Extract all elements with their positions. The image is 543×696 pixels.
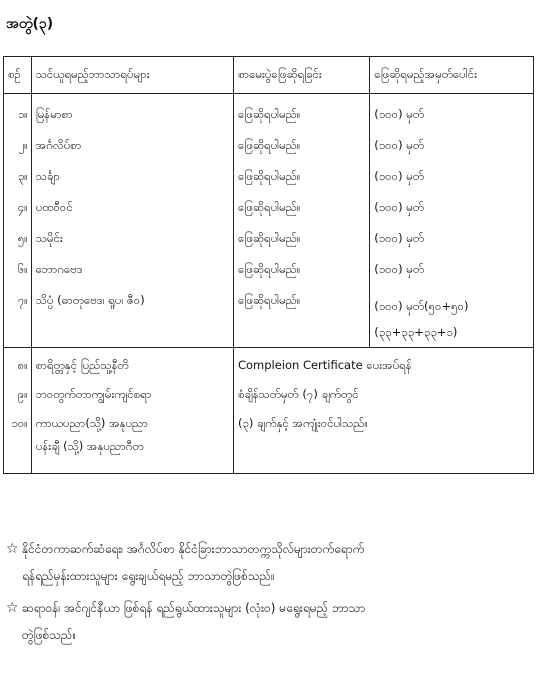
row-subject: စာရိတ္တနှင့် ပြည်သူ့နီတိ — [31, 348, 233, 382]
row-number: ၁။ — [4, 94, 32, 132]
header-marks: ဖြေဆိုရမည့်အမှတ်ပေါင်း — [370, 57, 534, 94]
header-exam: စာမေးပွဲဖြေဆိုရခြင်း — [233, 57, 369, 94]
note-line — [6, 595, 531, 622]
table-row — [4, 193, 534, 224]
certificate-note: Compleion Certificate ပေးအပ်ရန် — [233, 348, 533, 382]
row-exam: ဖြေဆိုရပါမည်။ — [233, 193, 369, 224]
row-exam: ဖြေဆိုရပါမည်။ — [233, 224, 369, 255]
row-exam: ဖြေဆိုရပါမည်။ — [233, 286, 369, 348]
row-subject: ကာယပညာ(သို့) အနုပညာ — [31, 410, 233, 439]
row-number: ၁၀။ — [4, 410, 32, 439]
row-marks: (၁၀၀) မှတ် — [370, 94, 534, 132]
row-marks: (၁၀၀) မှတ် — [370, 131, 534, 162]
row-subject: သိပ္ပံ (ဓာတုဗေဒ၊ ရူပ၊ ဇီဝ) — [31, 286, 233, 348]
row-exam: ဖြေဆိုရပါမည်။ — [233, 255, 369, 286]
note-line: တွဲဖြစ်သည်။ — [22, 628, 77, 642]
row-marks: (၁၀၀) မှတ် — [370, 193, 534, 224]
row-subject: ဘဝတွက်တာကျွမ်းကျင်စရာ — [31, 381, 233, 410]
note-text: နိုင်ငံတကာဆက်ဆံရေး၊ အင်္ဂလိပ်စာ နိုင်ငံခြားဘာသာတက္ကသိုလ်များတက်ရောက် — [22, 542, 365, 556]
table-row — [4, 381, 534, 410]
note-text: ဆရာဝန်၊ အင်ဂျင်နီယာ ဖြစ်ရန် ရည်ရွယ်ထားသူများ (လုံးဝ) မရွေးရမည့် ဘာသာ — [22, 601, 366, 615]
row-number: ၇။ — [4, 286, 32, 348]
certificate-note — [233, 439, 533, 474]
star-icon: ☆ — [6, 541, 19, 557]
note-line — [6, 536, 531, 563]
page-title: အတွဲ(၃) — [6, 16, 54, 32]
row-marks: (၁၀၀) မှတ် — [370, 224, 534, 255]
star-icon: ☆ — [6, 600, 19, 616]
row-number: ၆။ — [4, 255, 32, 286]
table-row — [4, 224, 534, 255]
table-row — [4, 410, 534, 439]
row-exam: ဖြေဆိုရပါမည်။ — [233, 162, 369, 193]
table-row — [4, 286, 534, 348]
row-number: ၃။ — [4, 162, 32, 193]
row-exam: ဖြေဆိုရပါမည်။ — [233, 131, 369, 162]
note-line: ရန်ရည်မှန်းထားသူများ ရွေးချယ်ရမည့် ဘာသာတွဲဖြစ်သည်။ — [22, 569, 275, 583]
table-header-row — [4, 57, 534, 94]
note-1 — [6, 536, 531, 590]
row-number: ၈။ — [4, 348, 32, 382]
row-subject: သင်္ချာ — [31, 162, 233, 193]
row-marks: (၁၀၀) မှတ် — [370, 162, 534, 193]
row-marks: (၁၀၀) မှတ် — [370, 255, 534, 286]
header-subject: သင်ယူရမည့်ဘာသာရပ်များ — [31, 57, 233, 94]
row-number: ၄။ — [4, 193, 32, 224]
row-marks-breakdown: (၃၃+၃၃+၃၃+၁) — [374, 325, 458, 339]
row-subject: သမိုင်း — [31, 224, 233, 255]
certificate-note: စံချိန်သတ်မှတ် (၇) ချက်တွင် — [233, 381, 533, 410]
table-row — [4, 255, 534, 286]
table-row — [4, 439, 534, 474]
row-number: ၂။ — [4, 131, 32, 162]
certificate-note: (၃) ချက်နှင့် အကျုံးဝင်ပါသည်။ — [233, 410, 533, 439]
row-exam: ဖြေဆိုရပါမည်။ — [233, 94, 369, 132]
row-subject: အင်္ဂလိပ်စာ — [31, 131, 233, 162]
header-no: စဉ် — [4, 57, 32, 94]
row-marks: (၁၀၀) မှတ်(၅၀+၅၀) — [374, 299, 469, 313]
row-number — [4, 439, 32, 474]
row-marks-cell — [370, 286, 534, 348]
row-number: ၉။ — [4, 381, 32, 410]
table-row — [4, 131, 534, 162]
row-number: ၅။ — [4, 224, 32, 255]
subjects-table — [3, 56, 534, 474]
table-row — [4, 348, 534, 382]
row-subject: ပန်းချီ (သို့) အနုပညာဂီတ — [31, 439, 233, 474]
table-row — [4, 162, 534, 193]
row-subject: ဘောဂဗေဒ — [31, 255, 233, 286]
table-row — [4, 94, 534, 132]
note-2 — [6, 595, 531, 649]
row-subject: မြန်မာစာ — [31, 94, 233, 132]
row-subject: ပထဝီဝင် — [31, 193, 233, 224]
